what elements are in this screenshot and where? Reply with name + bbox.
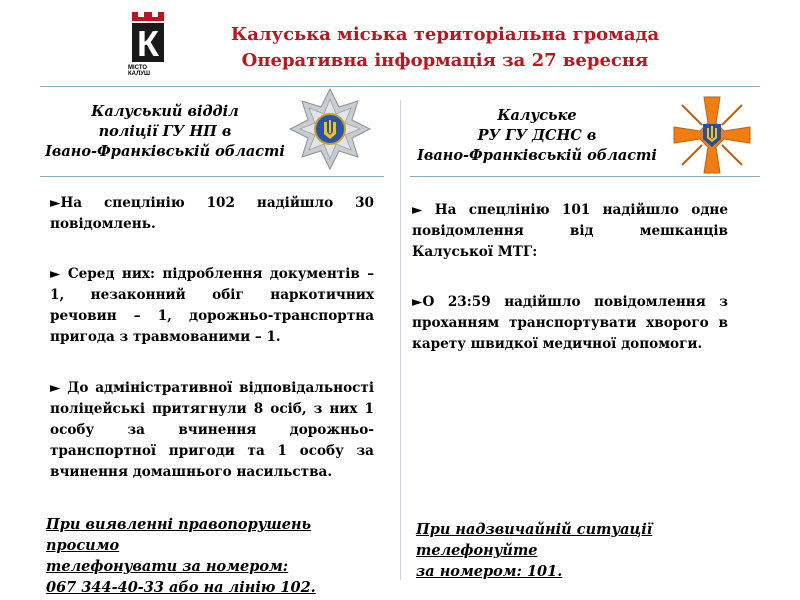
header-divider bbox=[40, 86, 760, 87]
rescue-contact-line1: При надзвичайній ситуації телефонуйте bbox=[416, 521, 653, 559]
police-divider bbox=[40, 176, 384, 177]
rescue-report-item bbox=[412, 200, 728, 263]
rescue-contact-info bbox=[416, 519, 760, 582]
police-contact-info bbox=[46, 514, 386, 598]
rescue-contact-phone: за номером: 101. bbox=[416, 563, 563, 580]
page-title bbox=[180, 22, 710, 74]
logo-caption bbox=[128, 65, 168, 77]
dsns-cross-emblem-icon bbox=[670, 93, 754, 181]
police-report-item bbox=[50, 193, 374, 235]
rescue-dept-line2: РУ ГУ ДСНС в bbox=[477, 127, 597, 144]
title-line1: Калуська міська територіальна громада bbox=[230, 24, 660, 45]
rescue-dept-line1: Калуське bbox=[497, 107, 577, 124]
rescue-item-2: ►О 23:59 надійшло повідомлення з проханням транспортувати хворого в карету швидкої медичної допомоги. bbox=[412, 294, 728, 352]
police-contact-phone: 067 344-40-33 або на лінію 102. bbox=[46, 579, 316, 596]
logo-caption-line1: МІСТО bbox=[128, 65, 148, 71]
rescue-department-name bbox=[412, 106, 662, 166]
logo-caption-line2: КАЛУШ bbox=[128, 71, 151, 77]
logo-letter: К bbox=[137, 23, 159, 64]
city-logo bbox=[128, 8, 168, 78]
police-item-2: ► Серед них: підроблення документів – 1, незаконний обіг наркотичних речовин – 1, дорожньо-транспортна пригода з травмованими – 1. bbox=[50, 266, 374, 345]
police-report-item bbox=[50, 264, 374, 348]
police-item-1: ►На спецлінію 102 надійшло 30 повідомлень. bbox=[50, 195, 374, 232]
kalush-logo-icon bbox=[128, 8, 168, 64]
police-dept-line3: Івано-Франківській області bbox=[45, 143, 285, 160]
police-contact-line1: При виявленні правопорушень просимо bbox=[46, 516, 312, 554]
police-contact-line2: телефонувати за номером: bbox=[46, 558, 289, 575]
police-item-3: ► До адміністративної відповідальності поліцейські притягнули 8 осіб, з них 1 особу за вчинення дорожньо-транспортної пригоди та 1 особу за вчинення домашнього насильства. bbox=[50, 380, 374, 480]
police-dept-line1: Калуський відділ bbox=[91, 103, 239, 120]
police-dept-line2: поліції ГУ НП в bbox=[98, 123, 232, 140]
rescue-dept-line3: Івано-Франківській області bbox=[417, 147, 657, 164]
rescue-divider bbox=[410, 176, 760, 177]
title-line2: Оперативна інформація за 27 вересня bbox=[241, 50, 649, 71]
column-divider bbox=[400, 100, 401, 580]
rescue-item-1: ► На спецлінію 101 надійшло одне повідомлення від мешканців Калуської МТГ: bbox=[412, 202, 728, 260]
rescue-report-item bbox=[412, 292, 728, 355]
police-department-name bbox=[40, 102, 290, 162]
police-report-item bbox=[50, 378, 374, 483]
police-star-emblem-icon bbox=[287, 86, 373, 176]
